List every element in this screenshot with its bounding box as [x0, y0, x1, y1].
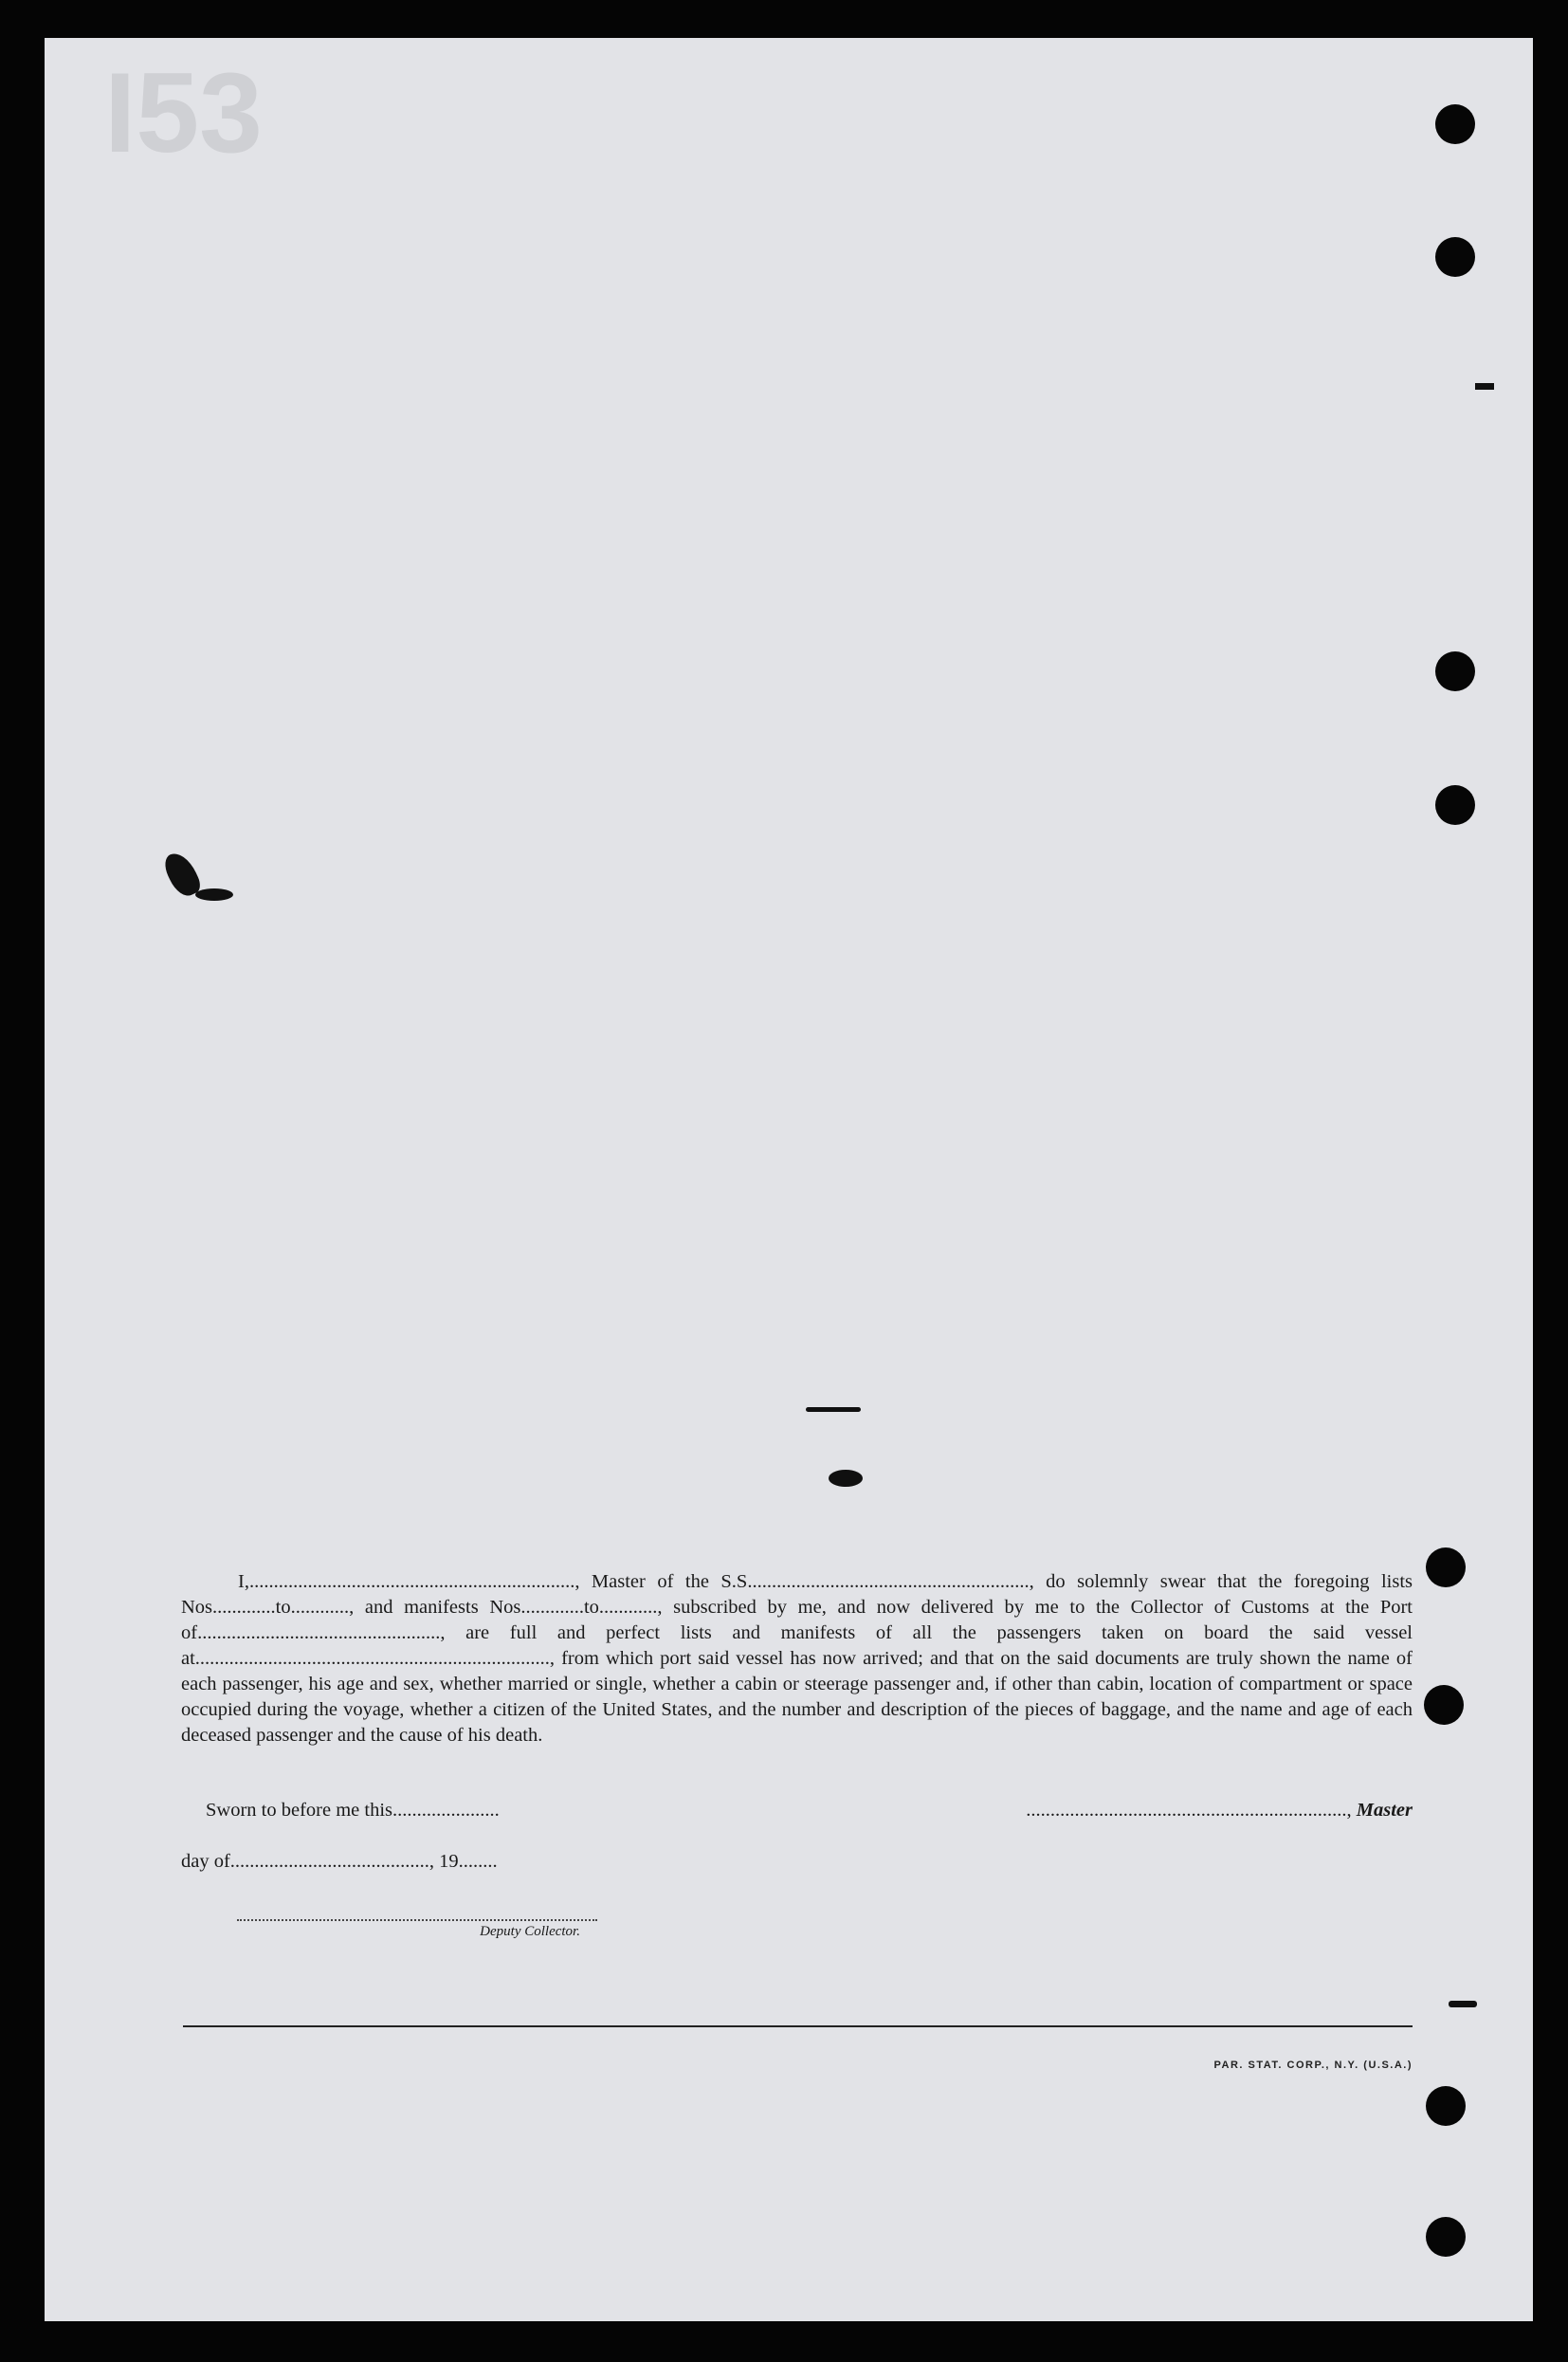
horizontal-rule [183, 2025, 1413, 2027]
master-signature-line [915, 1800, 1413, 1822]
master-label: Master [1356, 1800, 1413, 1821]
binder-hole [1435, 785, 1475, 825]
binder-hole [1426, 2086, 1466, 2126]
document-page [45, 38, 1533, 2321]
master-dots: .................................................................., [1026, 1800, 1352, 1821]
ink-mark [806, 1407, 861, 1412]
printer-imprint: PAR. STAT. CORP., N.Y. (U.S.A.) [1213, 2060, 1413, 2071]
oath-paragraph [181, 1569, 1413, 1749]
binder-hole [1435, 237, 1475, 277]
deputy-collector-label: Deputy Collector. [480, 1924, 580, 1939]
binder-hole [1426, 2217, 1466, 2257]
ink-mark [829, 1470, 863, 1487]
oath-text: I,..................................................................., Master of the S.S.........................................................., do solemnly swear that the foregoing lists Nos.............to............, and manifests Nos.............to............, subscribed by me, and now delivered by me to the Collector of Customs at the Port of.................................................., are full and perfect lists and manifests of all the passengers taken on board the said vessel at........................................................................., from which port said vessel has now arrived; and that on the said documents are truly shown the name of each passenger, his age and sex, whether married or single, whether a cabin or steerage passenger and, if other than cabin, location of compartment or space occupied during the voyage, whether a citizen of the United States, and the number and description of the pieces of baggage, and the name and age of each deceased passenger and the cause of his death. [181, 1571, 1413, 1746]
ink-mark [1475, 383, 1494, 390]
faded-stamp: I53 [104, 49, 263, 176]
binder-hole [1426, 1547, 1466, 1587]
deputy-signature-line [237, 1919, 597, 1921]
day-line: day of........................................., 19........ [181, 1851, 498, 1872]
binder-hole [1424, 1685, 1464, 1725]
sworn-line: Sworn to before me this...................... [206, 1800, 500, 1821]
binder-hole [1435, 104, 1475, 144]
binder-hole [1435, 651, 1475, 691]
ink-mark [195, 888, 233, 901]
ink-mark [1449, 2001, 1477, 2007]
